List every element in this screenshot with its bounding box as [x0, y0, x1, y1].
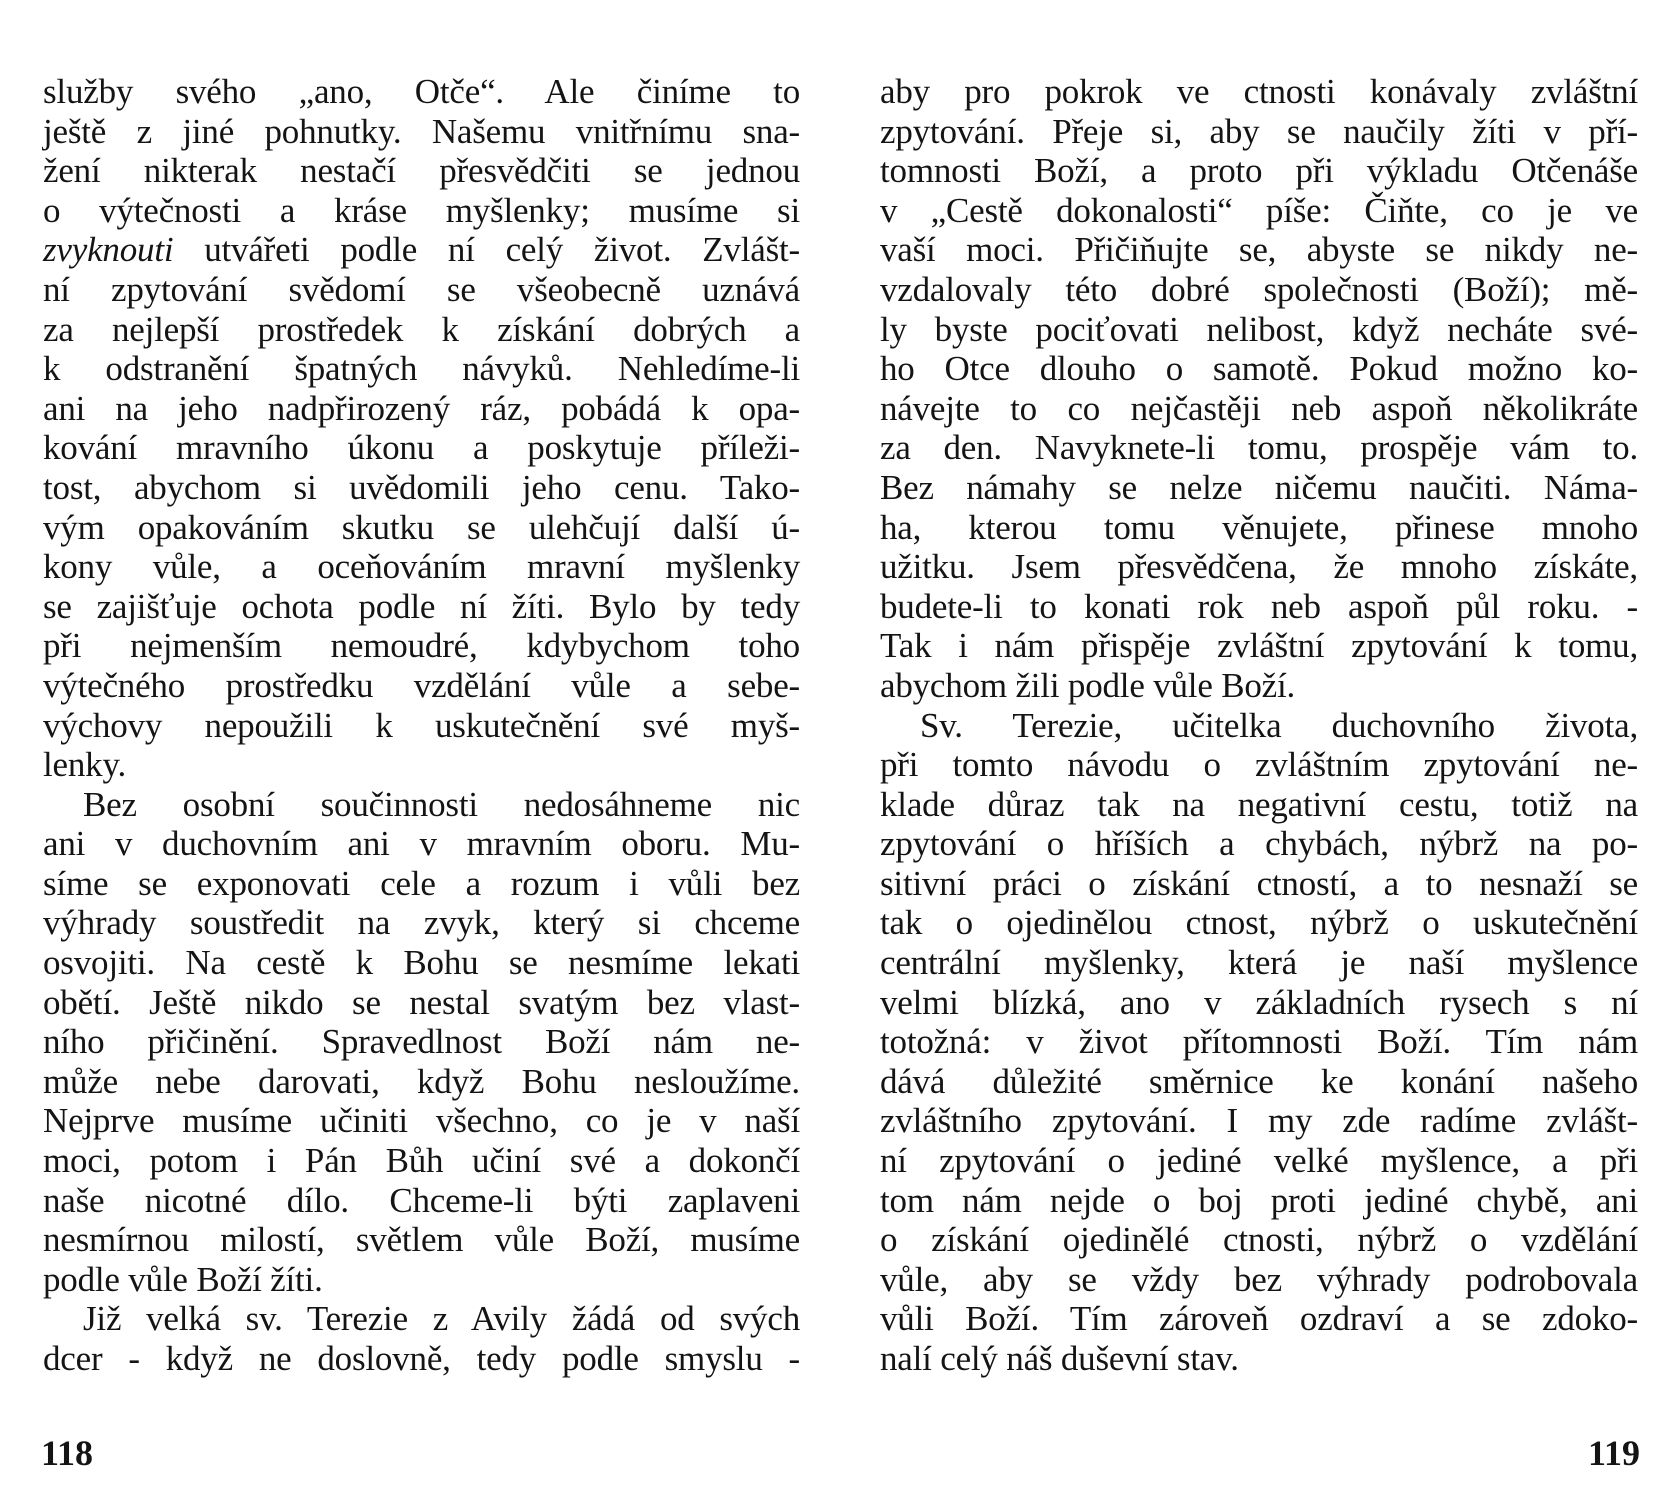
text-line: Tak i nám přispěje zvláštní zpytování k tomu, [880, 626, 1638, 666]
text-line: Již velká sv. Terezie z Avily žádá od svých [83, 1299, 800, 1339]
text-line: žení nikterak nestačí přesvědčiti se jednou [43, 151, 800, 191]
page-119-text-column [880, 72, 1638, 1379]
text-line: k odstranění špatných návyků. Nehledíme-li [43, 349, 800, 389]
text-line: Nejprve musíme učiniti všechno, co je v naší [43, 1101, 800, 1141]
text-line: užitku. Jsem přesvědčena, že mnoho získáte, [880, 547, 1638, 587]
text-line: dává důležité směrnice ke konání našeho [880, 1061, 1638, 1101]
text-line: zpytování. Přeje si, aby se naučily žíti v pří- [880, 111, 1638, 151]
text-line: nesmírnou milostí, světlem vůle Boží, musíme [43, 1220, 800, 1260]
text-line: abychom žili podle vůle Boží. [880, 665, 1296, 705]
text-line: ani na jeho nadpřirozený ráz, pobádá k opa- [43, 388, 800, 428]
text-line: kony vůle, a oceňováním mravní myšlenky [43, 547, 800, 587]
text-line: lenky. [43, 745, 127, 785]
text-line: ještě z jiné pohnutky. Našemu vnitřnímu sna- [43, 111, 800, 151]
text-line: centrální myšlenky, která je naší myšlence [880, 943, 1638, 983]
italic-word: zvyknouti [43, 230, 174, 270]
text-line: ní zpytování svědomí se všeobecně uznává [43, 269, 800, 309]
text-line: návejte to co nejčastěji neb aspoň několikráte [880, 388, 1638, 428]
text-line: klade důraz tak na negativní cestu, totiž na [880, 784, 1638, 824]
page-number-right: 119 [1587, 1433, 1640, 1473]
text-line: za nejlepší prostředek k získání dobrých a [43, 309, 800, 349]
text-line: ha, kterou tomu věnujete, přinese mnoho [880, 507, 1638, 547]
text-line: podle vůle Boží žíti. [43, 1259, 323, 1299]
text-line: nalí celý náš duševní stav. [880, 1339, 1239, 1378]
text-line: vaší moci. Přičiňujte se, abyste se nikdy ne- [880, 230, 1638, 270]
text-line: při nejmenším nemoudré, kdybychom toho [43, 626, 800, 666]
text-line: při tomto návodu o zvláštním zpytování ne- [880, 745, 1638, 785]
text-line: obětí. Ještě nikdo se nestal svatým bez vlast- [43, 982, 800, 1022]
page-118-text-column [43, 72, 800, 1379]
text-line: vzdalovaly této dobré společnosti (Boží); mě- [880, 269, 1638, 309]
text-line: tom nám nejde o boj proti jediné chybě, ani [880, 1180, 1638, 1220]
text-line: Sv. Terezie, učitelka duchovního života, [920, 705, 1638, 745]
text-line: výhrady soustředit na zvyk, který si chceme [43, 903, 800, 943]
text-line: v „Cestě dokonalosti“ píše: Čiňte, co je ve [880, 190, 1638, 230]
text-line: tost, abychom si uvědomili jeho cenu. Tako- [43, 467, 800, 507]
text-line: vůli Boží. Tím zároveň ozdraví a se zdoko- [880, 1299, 1638, 1339]
text-line: tomnosti Boží, a proto při výkladu Otčenáše [880, 151, 1638, 191]
text-line: ani v duchovním ani v mravním oboru. Mu- [43, 824, 800, 864]
text-line: ly byste pociťovati nelibost, když necháte své- [880, 309, 1638, 349]
text-line: může nebe darovati, když Bohu nesloužíme. [43, 1061, 800, 1101]
text-line: výtečného prostředku vzdělání vůle a sebe- [43, 665, 800, 705]
line-text: utvářeti podle ní celý život. Zvlášt- [173, 230, 800, 270]
text-line: výchovy nepoužili k uskutečnění své myš- [43, 705, 800, 745]
text-line: Bez námahy se nelze ničemu naučiti. Náma- [880, 467, 1638, 507]
text-line: vůle, aby se vždy bez výhrady podrobovala [880, 1259, 1638, 1299]
text-line: osvojiti. Na cestě k Bohu se nesmíme lekati [43, 943, 800, 983]
page-number-left: 118 [41, 1433, 94, 1473]
text-line: o získání ojedinělé ctnosti, nýbrž o vzdělání [880, 1220, 1638, 1260]
text-line: aby pro pokrok ve ctnosti konávaly zvláštní [880, 72, 1638, 111]
text-line: dcer - když ne doslovně, tedy podle smyslu - [43, 1339, 800, 1378]
text-line: vým opakováním skutku se ulehčují další ú- [43, 507, 800, 547]
text-line: sitivní práci o získání ctností, a to nesnaží se [880, 863, 1638, 903]
text-line: ní zpytování o jediné velké myšlence, a při [880, 1141, 1638, 1181]
text-line: moci, potom i Pán Bůh učiní své a dokončí [43, 1141, 800, 1181]
text-line: budete-li to konati rok neb aspoň půl roku. - [880, 586, 1638, 626]
text-line: zpytování o hříších a chybách, nýbrž na po- [880, 824, 1638, 864]
text-line: služby svého „ano, Otče“. Ale činíme to [43, 72, 800, 111]
text-line: Bez osobní součinnosti nedosáhneme nic [83, 784, 800, 824]
text-line: síme se exponovati cele a rozum i vůli bez [43, 863, 800, 903]
text-line: se zajišťuje ochota podle ní žíti. Bylo by tedy [43, 586, 800, 626]
text-line: tak o ojedinělou ctnost, nýbrž o uskutečnění [880, 903, 1638, 943]
text-line: ního přičinění. Spravedlnost Boží nám ne- [43, 1022, 800, 1062]
text-line: za den. Navyknete-li tomu, prospěje vám to. [880, 428, 1638, 468]
text-line: naše nicotné dílo. Chceme-li býti zaplaveni [43, 1180, 800, 1220]
text-line: kování mravního úkonu a poskytuje příleži- [43, 428, 800, 468]
text-line: zvláštního zpytování. I my zde radíme zvlášt- [880, 1101, 1638, 1141]
text-line: o výtečnosti a kráse myšlenky; musíme si [43, 190, 800, 230]
text-line: velmi blízká, ano v základních rysech s ní [880, 982, 1638, 1022]
text-line: ho Otce dlouho o samotě. Pokud možno ko- [880, 349, 1638, 389]
text-line [43, 230, 800, 270]
text-line: totožná: v život přítomnosti Boží. Tím nám [880, 1022, 1638, 1062]
